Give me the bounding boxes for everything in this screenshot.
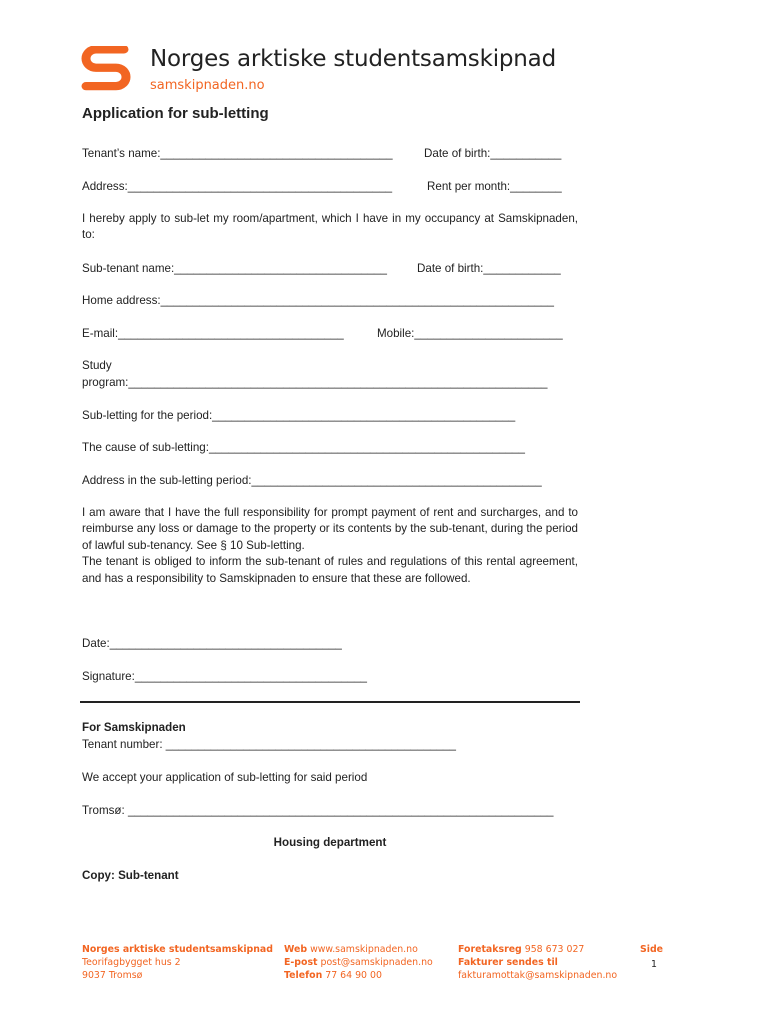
footer-phone-value: 77 64 90 00 [325, 970, 382, 981]
housing-department: Housing department [273, 836, 387, 849]
address-field: Address:_________________________________________ [82, 180, 393, 193]
study-label: Study [82, 359, 112, 372]
apply-paragraph [82, 211, 578, 244]
responsibility-text-2: The tenant is obliged to inform the sub-tenant of rules and regulations of this rental agreement, and has a responsibility to Samskipnaden to ensure that these are followed. [82, 555, 578, 585]
org-name: Norges arktiske studentsamskipnad [150, 46, 556, 72]
email-field: E-mail:___________________________________ [82, 327, 344, 340]
tromso-field: Tromsø: __________________________________________________________________ [82, 804, 554, 817]
footer-page [640, 943, 664, 971]
footer-invoice-email[interactable]: fakturamottak@samskipnaden.no [458, 970, 618, 981]
tenant-dob-field: Date of birth:___________ [424, 147, 562, 160]
signature-field: Signature:____________________________________ [82, 670, 367, 683]
office-heading: For Samskipnaden [82, 721, 186, 734]
study-program-field: program:_________________________________________________________________ [82, 376, 548, 389]
apply-text: I hereby apply to sub-let my room/apartment, which I have in my occupancy at Samskipnaden, to: [82, 212, 578, 242]
footer-registry [458, 943, 617, 982]
org-url: samskipnaden.no [150, 78, 265, 93]
footer-reg-label: Foretaksreg [458, 944, 522, 955]
section-divider [80, 701, 580, 703]
footer-contact [284, 943, 433, 982]
footer-address-line3: 9037 Tromsø [82, 970, 143, 981]
footer-page-label: Side [640, 944, 664, 955]
rent-field: Rent per month:________ [427, 180, 562, 193]
page-title: Application for sub-letting [82, 105, 269, 122]
date-field: Date:____________________________________ [82, 637, 342, 650]
subtenant-dob-field: Date of birth:____________ [417, 262, 561, 275]
footer-address [82, 943, 273, 982]
footer-email-link[interactable]: post@samskipnaden.no [320, 957, 433, 968]
accept-text: We accept your application of sub-letting for said period [82, 771, 368, 784]
page-number: 1 [651, 959, 657, 970]
subtenant-name-field: Sub-tenant name:_________________________________ [82, 262, 387, 275]
copy-line: Copy: Sub-tenant [82, 869, 179, 882]
address-period-field: Address in the sub-letting period:_____________________________________________ [82, 474, 542, 487]
cause-field: The cause of sub-letting:_________________________________________________ [82, 441, 525, 454]
footer-invoice-label: Fakturer sendes til [458, 957, 558, 968]
tenant-name-field: Tenant’s name:____________________________________ [82, 147, 393, 160]
footer-address-line2: Teorifagbygget hus 2 [82, 957, 181, 968]
footer-web-link[interactable]: www.samskipnaden.no [310, 944, 418, 955]
home-address-field: Home address:_____________________________________________________________ [82, 294, 554, 307]
footer-reg-value: 958 673 027 [524, 944, 585, 955]
footer-web-label: Web [284, 944, 308, 955]
mobile-field: Mobile:_______________________ [377, 327, 563, 340]
responsibility-text-1: I am aware that I have the full responsibility for prompt payment of rent and surcharges, and to reimburse any loss or damage to the property or its contents by the sub-tenant, during the period of lawful sub-tenancy. See § 10 Sub-letting. [82, 506, 578, 552]
footer-phone-label: Telefon [284, 970, 323, 981]
footer-email-label: E-post [284, 957, 318, 968]
tenant-number-field: Tenant number: _____________________________________________ [82, 738, 456, 751]
samskipnaden-s-logo-icon [80, 46, 132, 94]
period-field: Sub-letting for the period:_______________________________________________ [82, 409, 516, 422]
responsibility-paragraph [82, 505, 578, 587]
footer-org-name: Norges arktiske studentsamskipnad [82, 944, 273, 955]
